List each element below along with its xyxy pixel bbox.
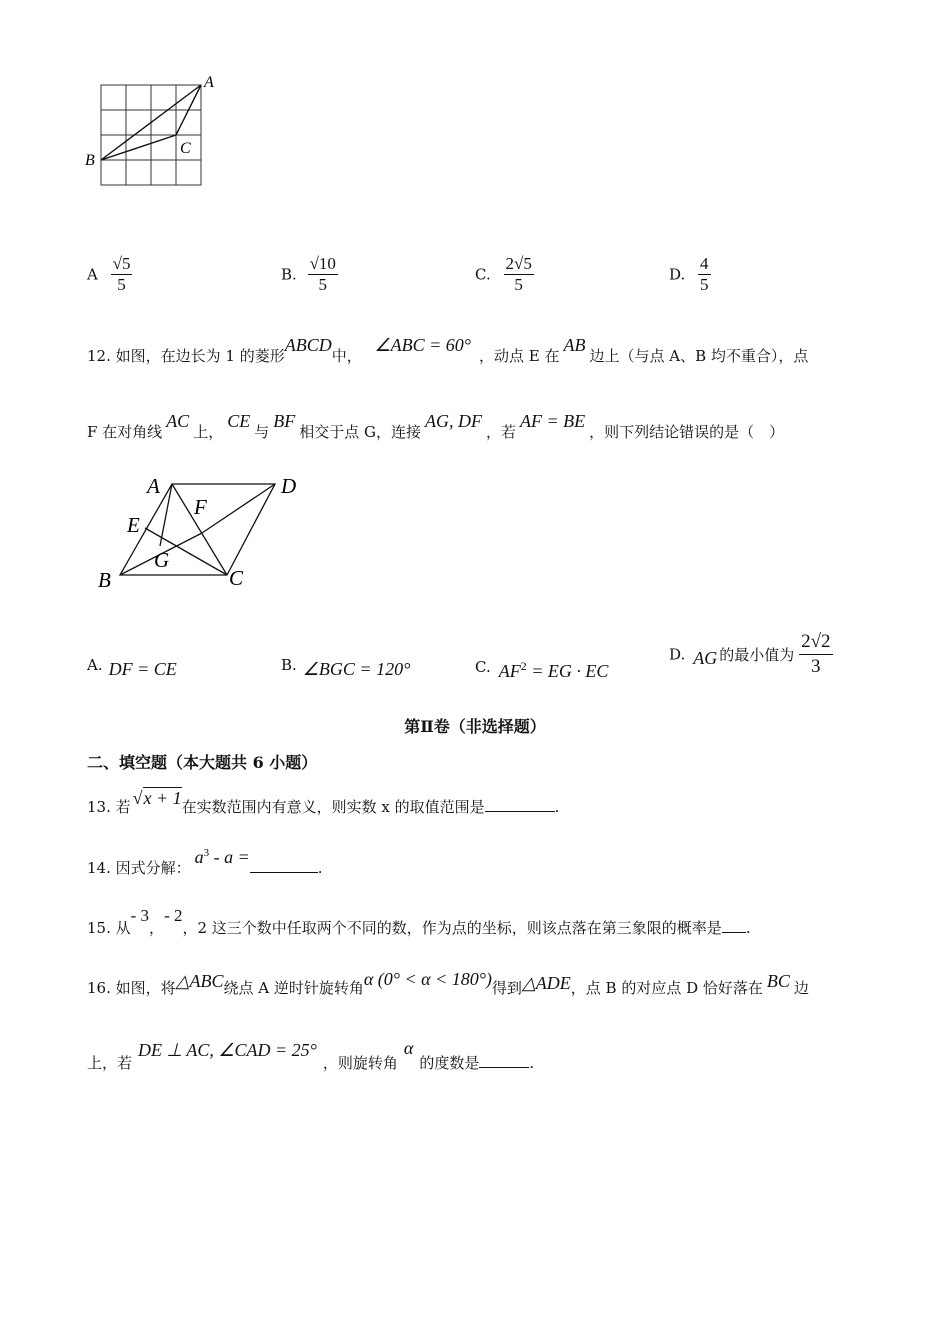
q12-option-b: B. ∠BGC = 120° bbox=[281, 656, 411, 679]
q12-label-e: E bbox=[127, 513, 140, 537]
q11-option-b: B. $\frac{√10}{5}$ bbox=[281, 254, 336, 294]
q12-label-b: B bbox=[98, 568, 111, 592]
q12-rhombus-figure bbox=[90, 468, 315, 596]
q11-label-b: B bbox=[85, 152, 95, 169]
q12-label-a: A bbox=[147, 474, 160, 498]
q16-line2: 上，若DE ⊥ AC, ∠CAD = 25°，则旋转角α的度数是 . bbox=[87, 1038, 535, 1072]
q11-option-a: A $\frac{√5}{5}$ bbox=[87, 254, 131, 294]
q15: 15. 从- 3，- 2，2 这三个数中任取两个不同的数，作为点的坐标，则该点落在第三象限的概率是 . bbox=[87, 906, 751, 937]
q14: 14. 因式分解：$a^3$ - a =. bbox=[87, 847, 323, 877]
q12-label-g: G bbox=[154, 548, 170, 572]
q13: 13. 若 √x + 1在实数范围内有意义，则实数 x 的取值范围是 . bbox=[87, 788, 560, 816]
q11-grid-figure bbox=[80, 70, 230, 195]
q12-label-d: D bbox=[281, 474, 297, 498]
part-2-title: 二、填空题（本大题共 6 小题） bbox=[87, 753, 318, 772]
q11-option-d: D. $\frac{4}{5}$ bbox=[669, 254, 709, 294]
q12-stem-line1: 12. 如图，在边长为 1 的菱形ABCD中， ∠ABC = 60°，动点 E 在AB边上（与点 A、B 均不重合），点 bbox=[87, 335, 809, 365]
section-2-title: 第Ⅱ卷（非选择题） bbox=[404, 717, 546, 736]
q11-label-c: C bbox=[180, 140, 191, 157]
q12-label-c: C bbox=[229, 566, 244, 590]
q11-option-c: C. $\frac{2√5}{5}$ bbox=[475, 254, 532, 294]
q12-stem-line2: F 在对角线AC上，CE与BF相交于点 G，连接AG, DF，若AF = BE，则下列结论错误的是（ ） bbox=[87, 411, 785, 441]
q12-option-c: C. $AF^2$ = EG · EC bbox=[475, 658, 609, 681]
q11-label-a: A bbox=[204, 74, 214, 91]
q12-option-d: D. AG 的最小值为 $\frac{2√2}{3}$ bbox=[669, 631, 831, 677]
q12-option-a: A. DF = CE bbox=[87, 656, 177, 679]
q16-line1: 16. 如图，将△ABC绕点 A 逆时针旋转角α (0° < α < 180°)得到△ADE，点 B 的对应点 D 恰好落在 BC 边 bbox=[87, 969, 809, 997]
q12-label-f: F bbox=[194, 495, 207, 519]
